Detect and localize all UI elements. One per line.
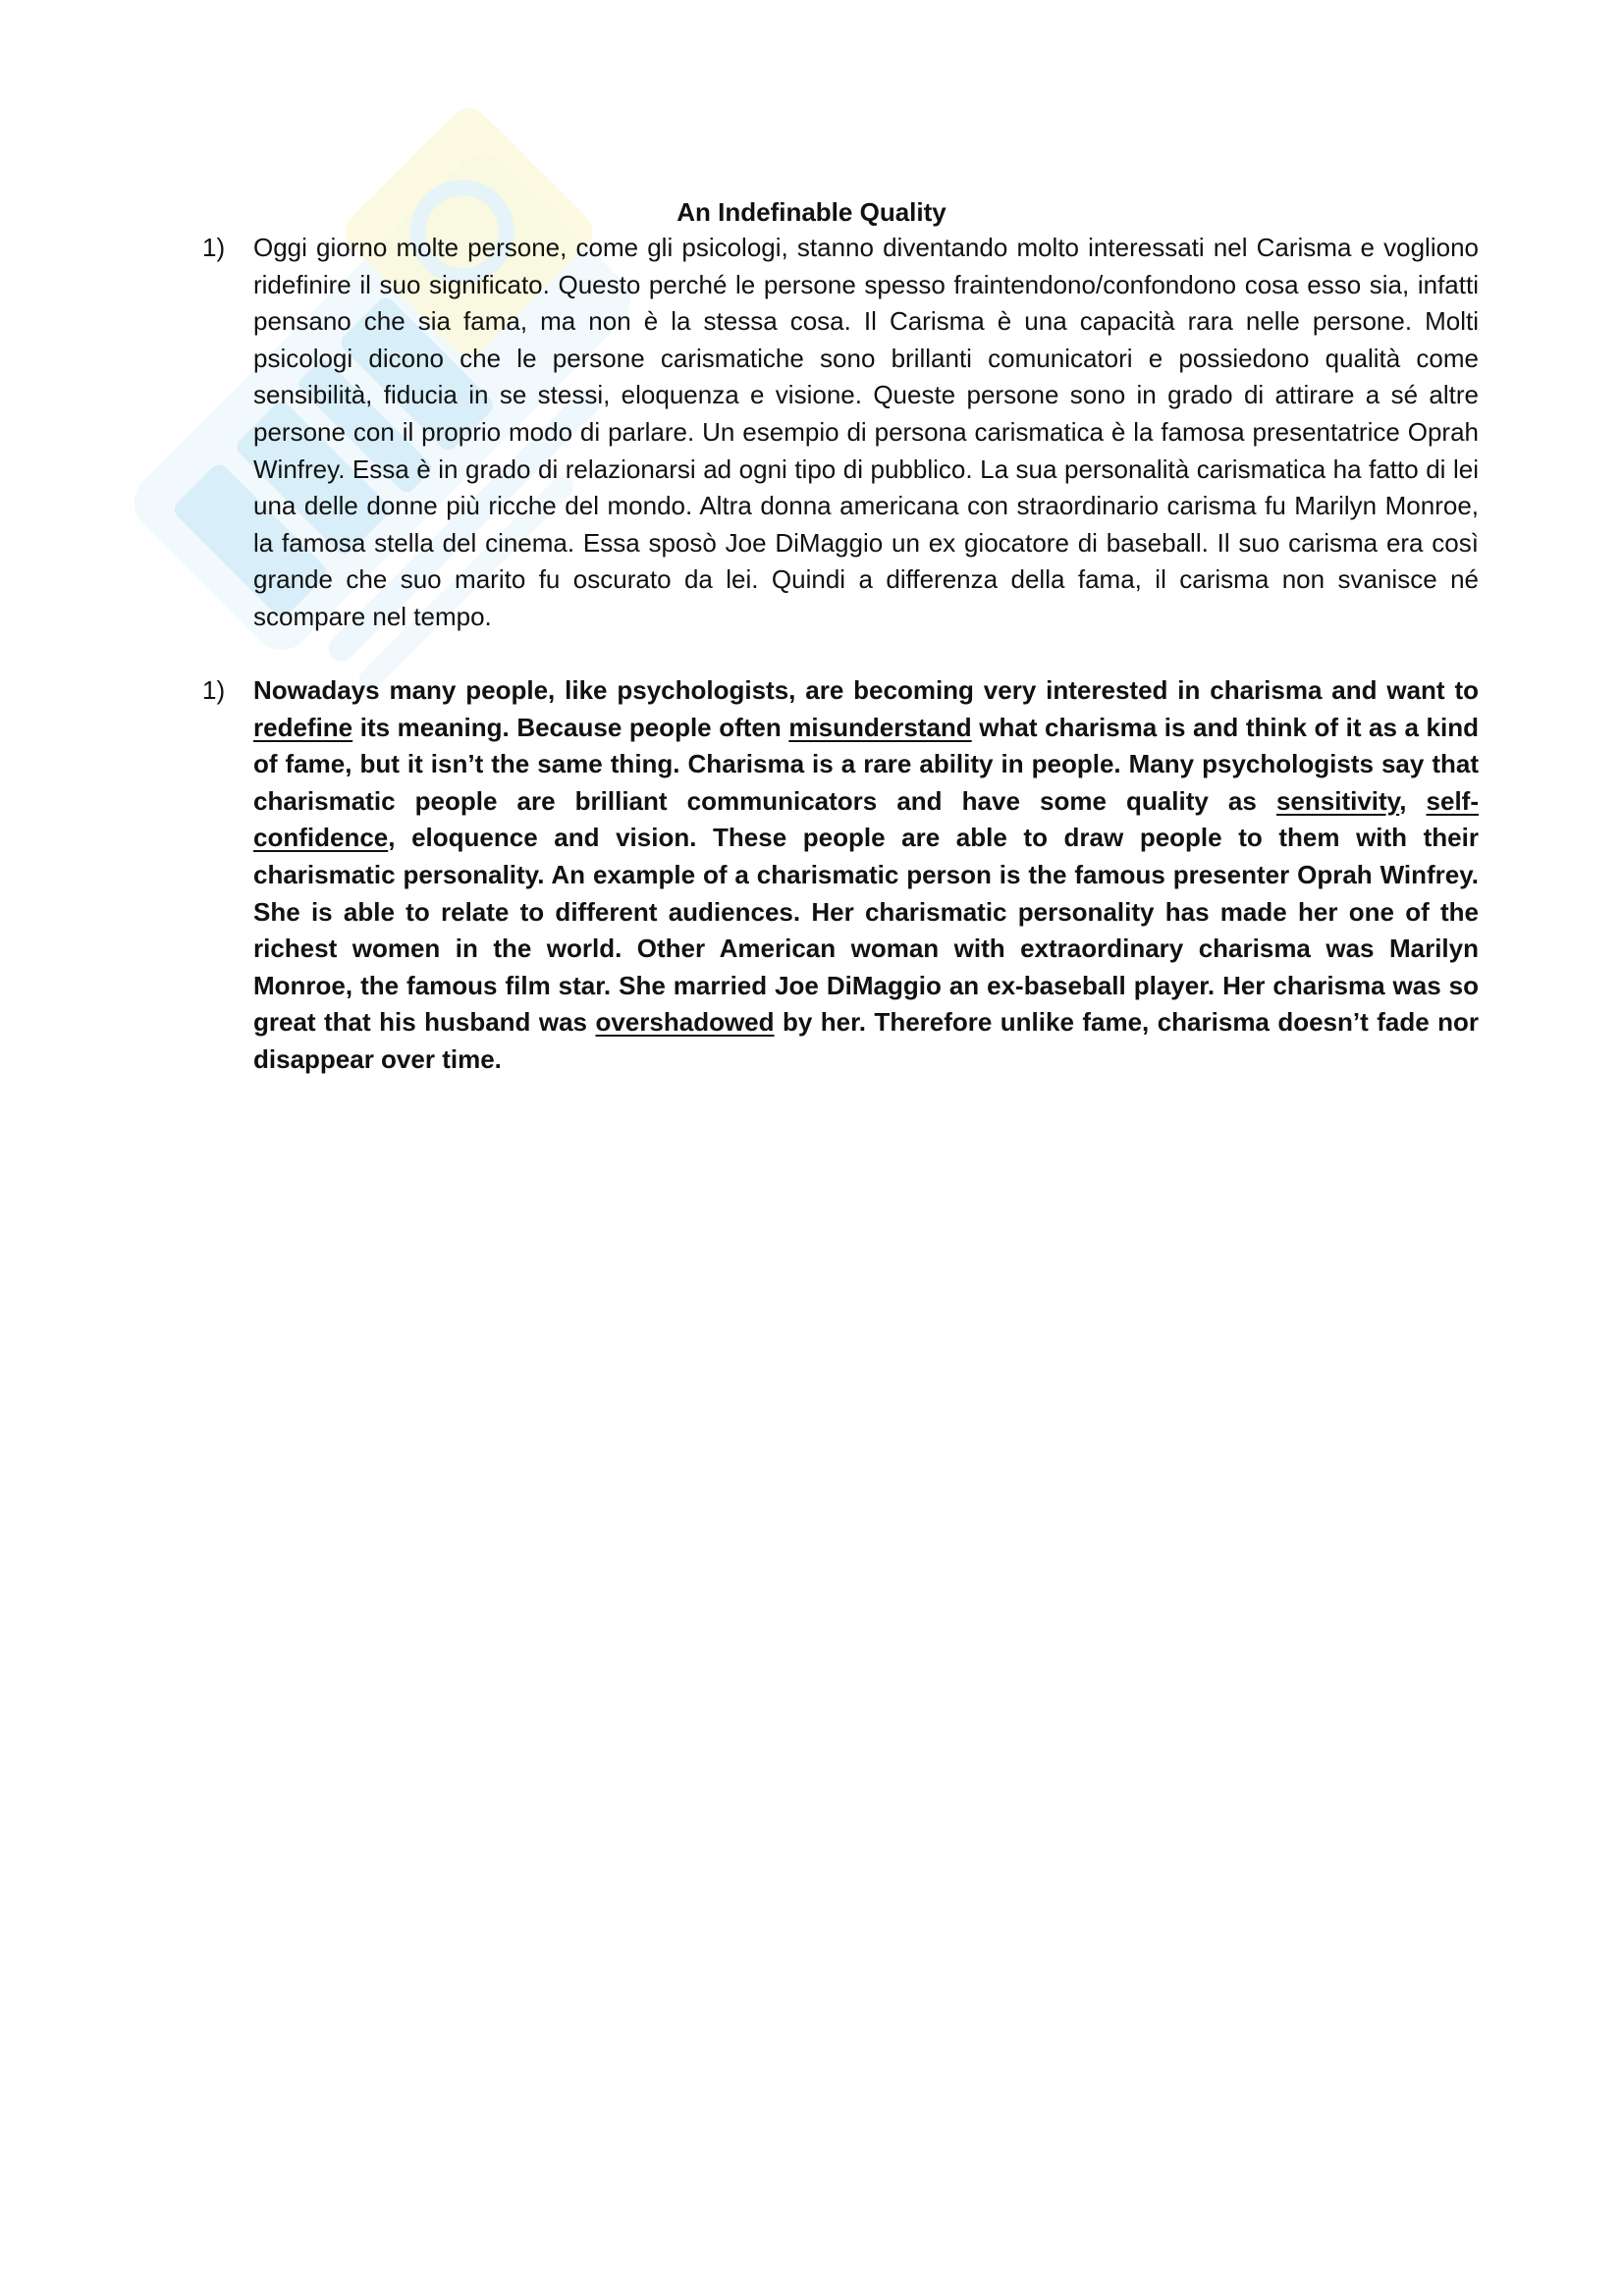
text-segment: what charisma is and think of it as a kind of fame, but it isn’t the same thing. Charisma is a rare ability in people. Many psychologists say that charismatic people are brilliant communicators and have some quality as bbox=[253, 712, 1479, 816]
list-number: 1) bbox=[202, 233, 226, 262]
underlined-word-redefine: redefine bbox=[253, 712, 353, 742]
text-segment: by her. Therefore unlike fame, charisma doesn’t fade nor disappear over time. bbox=[253, 1007, 1479, 1074]
underlined-word-overshadowed: overshadowed bbox=[595, 1007, 775, 1038]
text-segment: , eloquence and vision. These people are able to draw people to them with their charismatic personality. An example of a charismatic person is the famous presenter Oprah Winfrey. She is able to relate to different audiences. Her charismatic personality has made her one of the richest women in the world. Other American woman with extraordinary charisma was Marilyn Monroe, the famous film star. She married Joe DiMaggio an ex-baseball player. Her charisma was so great that his husband was bbox=[253, 823, 1479, 1038]
underlined-word-self-confidence: self-confidence bbox=[253, 785, 1479, 853]
list-item-english bbox=[202, 672, 1479, 1079]
list-item-italian bbox=[202, 230, 1479, 636]
underlined-word-misunderstand: misunderstand bbox=[788, 712, 972, 742]
text-segment: Nowadays many people, like psychologists, are becoming very interested in charisma and want to bbox=[253, 675, 1479, 705]
document-title: An Indefinable Quality bbox=[676, 197, 947, 227]
list-number: 1) bbox=[202, 675, 226, 705]
underlined-word-sensitivity: sensitivity bbox=[1275, 785, 1400, 816]
text-segment: , bbox=[1399, 785, 1427, 816]
paragraph-english bbox=[253, 672, 1479, 1079]
text-segment: its meaning. Because people often bbox=[352, 712, 789, 742]
paragraph-italian: Oggi giorno molte persone, come gli psicologi, stanno diventando molto interessati nel Carisma e vogliono ridefinire il suo significato. Questo perché le persone spesso fraintendono/confondono cosa esso sia, infatti pensano che sia fama, ma non è la stessa cosa. Il Carisma è una capacità rara nelle persone. Molti psicologi dicono che le persone carismatiche sono brillanti comunicatori e possiedono qualità come sensibilità, fiducia in se stessi, eloquenza e visione. Queste persone sono in grado di attirare a sé altre persone con il proprio modo di parlare. Un esempio di persona carismatica è la famosa presentatrice Oprah Winfrey. Essa è in grado di relazionarsi ad ogni tipo di pubblico. La sua personalità carismatica ha fatto di lei una delle donne più ricche del mondo. Altra donna americana con straordinario carisma fu Marilyn Monroe, la famosa stella del cinema. Essa sposò Joe DiMaggio un ex giocatore di baseball. Il suo carisma era così grande che suo marito fu oscurato da lei. Quindi a differenza della fama, il carisma non svanisce né scompare nel tempo. bbox=[253, 233, 1479, 631]
